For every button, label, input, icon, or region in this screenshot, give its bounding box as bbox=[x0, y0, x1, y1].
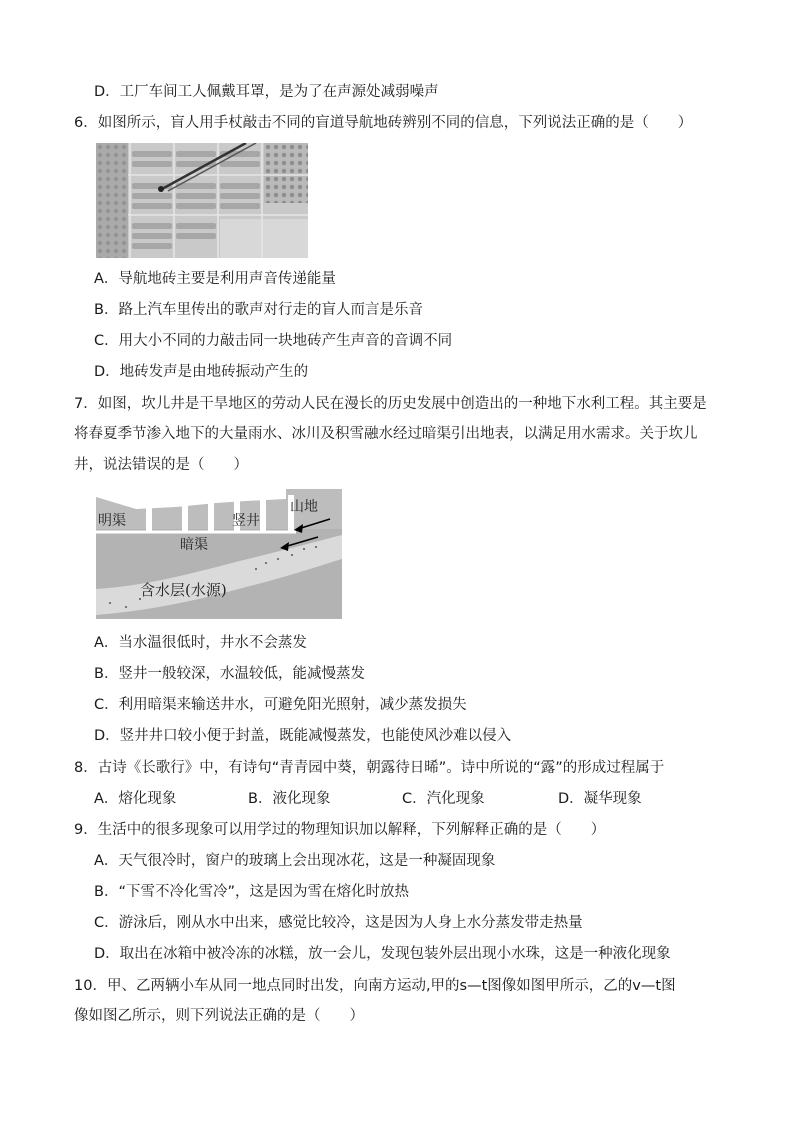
label-mingqu: 明渠 bbox=[98, 513, 126, 529]
q9-option-a: A．天气很冷时，窗户的玻璃上会出现冰花，这是一种凝固现象 bbox=[94, 853, 496, 869]
q9-option-c: C．游泳后，刚从水中出来，感觉比较冷，这是因为人身上水分蒸发带走热量 bbox=[94, 915, 583, 931]
q6-stem: 6．如图所示，盲人用手杖敲击不同的盲道导航地砖辨别不同的信息，下列说法正确的是（ ） bbox=[74, 115, 693, 131]
q8-options bbox=[94, 789, 642, 809]
label-shujing: 竖井 bbox=[232, 513, 260, 529]
q7-option-a: A．当水温很低时，井水不会蒸发 bbox=[94, 635, 307, 651]
q7-option-c: C．利用暗渠来输送井水，可避免阳光照射，减少蒸发损失 bbox=[94, 697, 467, 713]
q8-stem: 8．古诗《长歌行》中，有诗句“青青园中葵，朝露待日晞”。诗中所说的“露”的形成过程属于 bbox=[74, 760, 665, 776]
q10-stem-line1: 10．甲、乙两辆小车从同一地点同时出发，向南方运动,甲的s—t图像如图甲所示，乙的v—t图 bbox=[74, 978, 676, 994]
q6-option-a: A．导航地砖主要是利用声音传递能量 bbox=[94, 271, 336, 287]
q8-option-d: D．凝华现象 bbox=[558, 791, 642, 807]
q7-stem-line1: 7．如图，坎儿井是干旱地区的劳动人民在漫长的历史发展中创造出的一种地下水利工程。其主要是 bbox=[74, 396, 707, 412]
label-hanshuiceng: 含水层(水源) bbox=[140, 581, 227, 599]
q8-option-c: C．汽化现象 bbox=[402, 791, 485, 807]
q6-option-b: B．路上汽车里传出的歌声对行走的盲人而言是乐音 bbox=[94, 302, 423, 318]
q5-option-d: D．工厂车间工人佩戴耳罩，是为了在声源处减弱噪声 bbox=[94, 84, 439, 100]
label-shandi: 山地 bbox=[290, 499, 318, 515]
q7-option-b: B．竖井一般较深，水温较低，能减慢蒸发 bbox=[94, 666, 365, 682]
q7-option-d: D．竖井井口较小便于封盖，既能减慢蒸发，也能使风沙难以侵入 bbox=[94, 728, 512, 744]
karez-diagram bbox=[96, 489, 342, 619]
label-anqu: 暗渠 bbox=[180, 537, 208, 553]
q9-option-d: D．取出在冰箱中被冷冻的冰糕，放一会儿，发现包装外层出现小水珠，这是一种液化现象 bbox=[94, 946, 671, 962]
q6-option-d: D．地砖发声是由地砖振动产生的 bbox=[94, 364, 309, 380]
q7-stem-line2: 将春夏季节渗入地下的大量雨水、冰川及积雪融水经过暗渠引出地表，以满足用水需求。关于坎儿 bbox=[74, 426, 698, 442]
q8-option-a: A．熔化现象 bbox=[94, 791, 177, 807]
q9-option-b: B．“下雪不冷化雪冷”，这是因为雪在熔化时放热 bbox=[94, 884, 409, 900]
tactile-paving-photo bbox=[96, 143, 308, 258]
q6-option-c: C．用大小不同的力敲击同一块地砖产生声音的音调不同 bbox=[94, 333, 453, 349]
q9-stem: 9．生活中的很多现象可以用学过的物理知识加以解释，下列解释正确的是（ ） bbox=[74, 822, 606, 838]
q7-stem-line3: 井，说法错误的是（ ） bbox=[74, 457, 248, 473]
q8-option-b: B．液化现象 bbox=[248, 791, 331, 807]
q10-stem-line2: 像如图乙所示，则下列说法正确的是（ ） bbox=[74, 1008, 364, 1024]
